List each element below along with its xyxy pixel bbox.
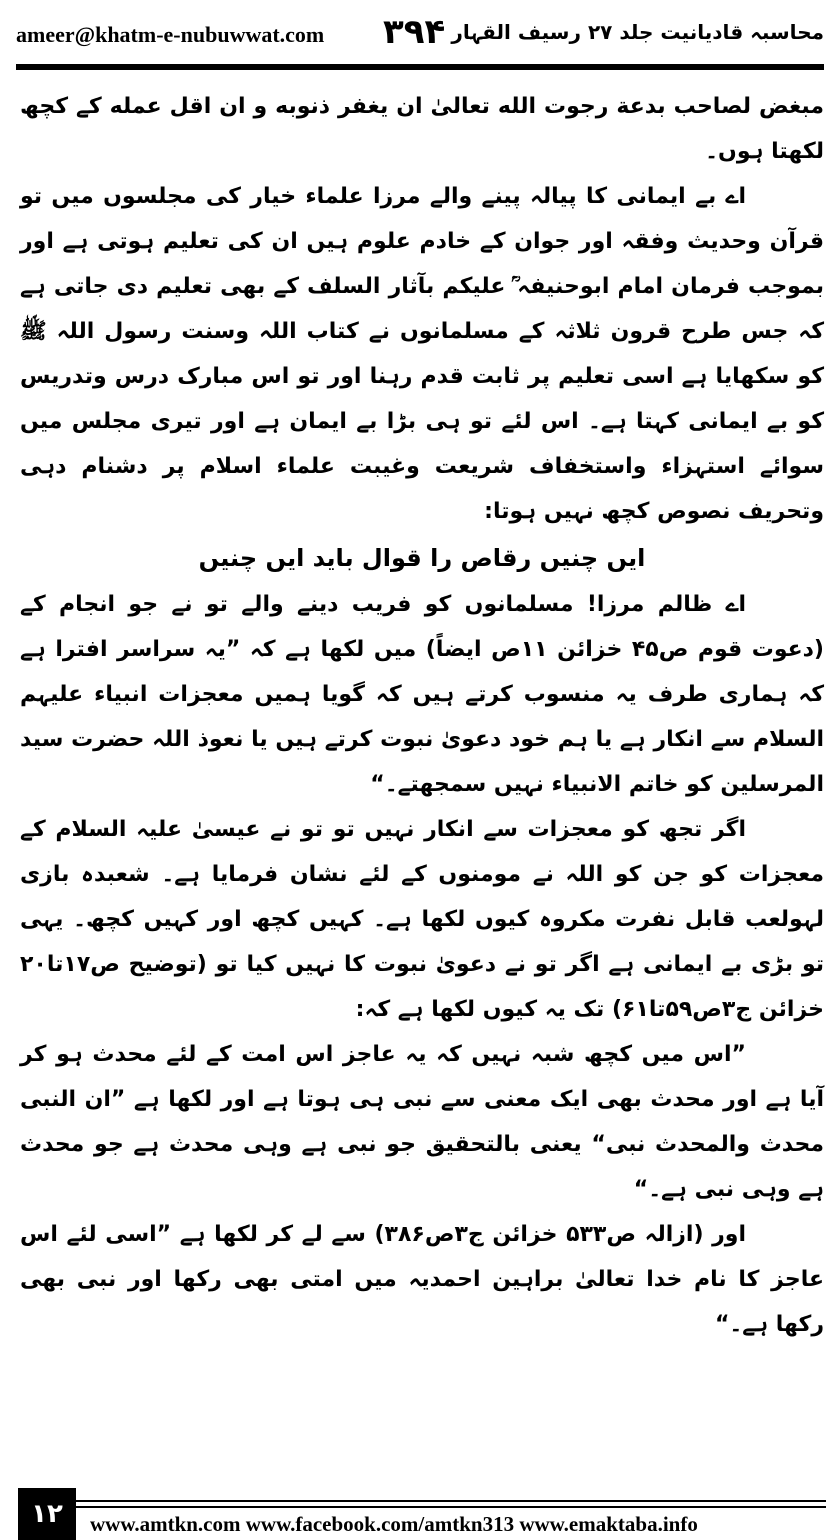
footer-page-number: ۱۲	[18, 1488, 76, 1540]
header-email: ameer@khatm-e-nubuwwat.com	[16, 22, 325, 47]
paragraph-1: مبغض لصاحب بدعة رجوت الله تعالىٰ ان يغفر ذنوبه و ان اقل عمله کے کچھ لکھتا ہوں۔	[20, 94, 824, 164]
paragraph-5: ”اس میں کچھ شبہ نہیں کہ یہ عاجز اس امت کے لئے محدث ہو کر آیا ہے اور محدث بھی ایک معنی سے نبی ہی ہوتا ہے اور لکھا ہے ”ان النبی محدث والمحدث نبی“ یعنی بالتحقیق جو نبی ہے وہی محدث ہے جو محدث ہے وہی نبی ہے۔“	[20, 1042, 824, 1202]
paragraph-4: اگر تجھ کو معجزات سے انکار نہیں تو تو نے عیسیٰ علیہ السلام کے معجزات کو جن کو اللہ نے مومنوں کے لئے نشان فرمایا ہے۔ شعبدہ بازی لہولعب قابل نفرت مکروہ کیوں لکھا ہے۔ کہیں کچھ اور کہیں کچھ۔ یہی تو بڑی بے ایمانی ہے اگر تو نے دعویٰ نبوت کا نہیں کیا تو (توضیح ص۱۷تا۲۰ خزائن ج۳ص۵۹تا۶۱) تک یہ کیوں لکھا ہے کہ:	[20, 817, 824, 1022]
paragraph-2: اے بے ایمانی کا پیالہ پینے والے مرزا علماء خیار کی مجلسوں میں تو قرآن وحدیث وفقہ اور جوان کے خادم علوم ہیں ان کی تعلیم ہوتی ہے اور بموجب فرمان امام ابوحنیفہ ؒ عليكم بآثار السلف کے بھی تعلیم دی جاتی ہے کہ جس طرح قرون ثلاثہ کے مسلمانوں نے کتاب اللہ وسنت رسول اللہ ﷺ کو سکھایا ہے اسی تعلیم پر ثابت قدم رہنا اور تو اس مبارک درس وتدریس کو بے ایمانی کہتا ہے۔ اس لئے تو ہی بڑا بے ایمان ہے اور تیری مجلس میں سوائے استہزاء واستخفاف شریعت وغیبت علماء اسلام پر دشنام دہی وتحریف نصوص کچھ نہیں ہوتا:	[20, 184, 824, 524]
page-header	[0, 0, 840, 60]
header-rule	[16, 64, 824, 70]
paragraph-6: اور (ازالہ ص۵۳۳ خزائن ج۳ص۳۸۶) سے لے کر لکھا ہے ”اسی لئے اس عاجز کا نام خدا تعالیٰ براہین احمدیہ میں امتی بھی رکھا اور نبی بھی رکھا ہے۔“	[20, 1222, 824, 1337]
footer-rule-top	[18, 1500, 826, 1502]
paragraph-3: اے ظالم مرزا! مسلمانوں کو فریب دینے والے تو نے جو انجام کے (دعوت قوم ص۴۵ خزائن ۱۱ص ایضاً) میں لکھا ہے کہ ”یہ سراسر افترا ہے کہ ہماری طرف یہ منسوب کرتے ہیں کہ گویا ہمیں معجزات انبیاء علیہم السلام سے انکار ہے یا ہم خود دعویٰ نبوت کرتے ہیں یا نعوذ اللہ حضرت سید المرسلین کو خاتم الانبیاء نہیں سمجھتے۔“	[20, 592, 824, 797]
header-book-title: محاسبہ قادیانیت جلد ۲۷ رسیف القہار	[451, 20, 824, 44]
header-page-number: ۳۹۴	[383, 12, 446, 52]
footer-rule-bottom	[18, 1506, 826, 1508]
footer-website-links[interactable]: www.amtkn.com www.facebook.com/amtkn313 www.emaktaba.info	[90, 1512, 698, 1536]
persian-couplet: ایں چنیں رقاص را قوال باید ایں چنیں	[198, 544, 646, 572]
page-body	[20, 84, 824, 1347]
